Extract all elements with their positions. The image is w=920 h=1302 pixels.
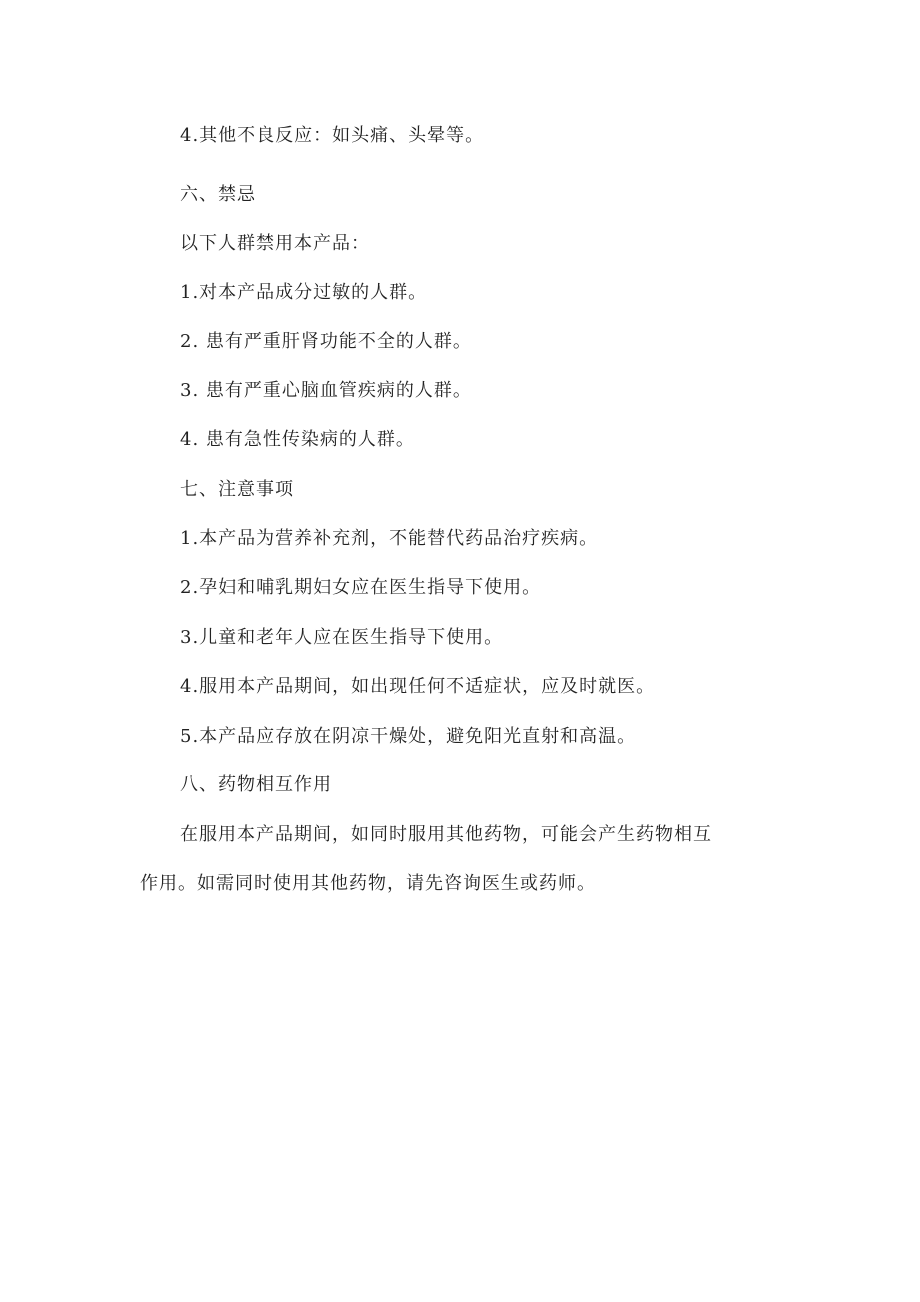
contraindication-item-4: 4. 患有急性传染病的人群。 <box>180 429 415 450</box>
drug-interactions-paragraph-line-1: 在服用本产品期间，如同时服用其他药物，可能会产生药物相互 <box>180 824 712 845</box>
section-heading-precautions: 七、注意事项 <box>180 479 294 500</box>
contraindication-item-1: 1.对本产品成分过敏的人群。 <box>180 282 428 303</box>
adverse-reaction-item-4: 4.其他不良反应：如头痛、头晕等。 <box>180 125 485 146</box>
section-heading-drug-interactions: 八、药物相互作用 <box>180 774 332 795</box>
contraindication-item-3: 3. 患有严重心脑血管疾病的人群。 <box>180 380 472 401</box>
contraindication-item-2: 2. 患有严重肝肾功能不全的人群。 <box>180 331 472 352</box>
precaution-item-3: 3.儿童和老年人应在医生指导下使用。 <box>180 627 504 648</box>
drug-interactions-paragraph-line-2: 作用。如需同时使用其他药物，请先咨询医生或药师。 <box>140 873 596 894</box>
precaution-item-5: 5.本产品应存放在阴凉干燥处，避免阳光直射和高温。 <box>180 726 637 747</box>
contraindications-intro: 以下人群禁用本产品： <box>180 233 370 254</box>
precaution-item-2: 2.孕妇和哺乳期妇女应在医生指导下使用。 <box>180 577 542 598</box>
precaution-item-1: 1.本产品为营养补充剂，不能替代药品治疗疾病。 <box>180 528 599 549</box>
section-heading-contraindications: 六、禁忌 <box>180 184 256 205</box>
precaution-item-4: 4.服用本产品期间，如出现任何不适症状，应及时就医。 <box>180 676 656 697</box>
